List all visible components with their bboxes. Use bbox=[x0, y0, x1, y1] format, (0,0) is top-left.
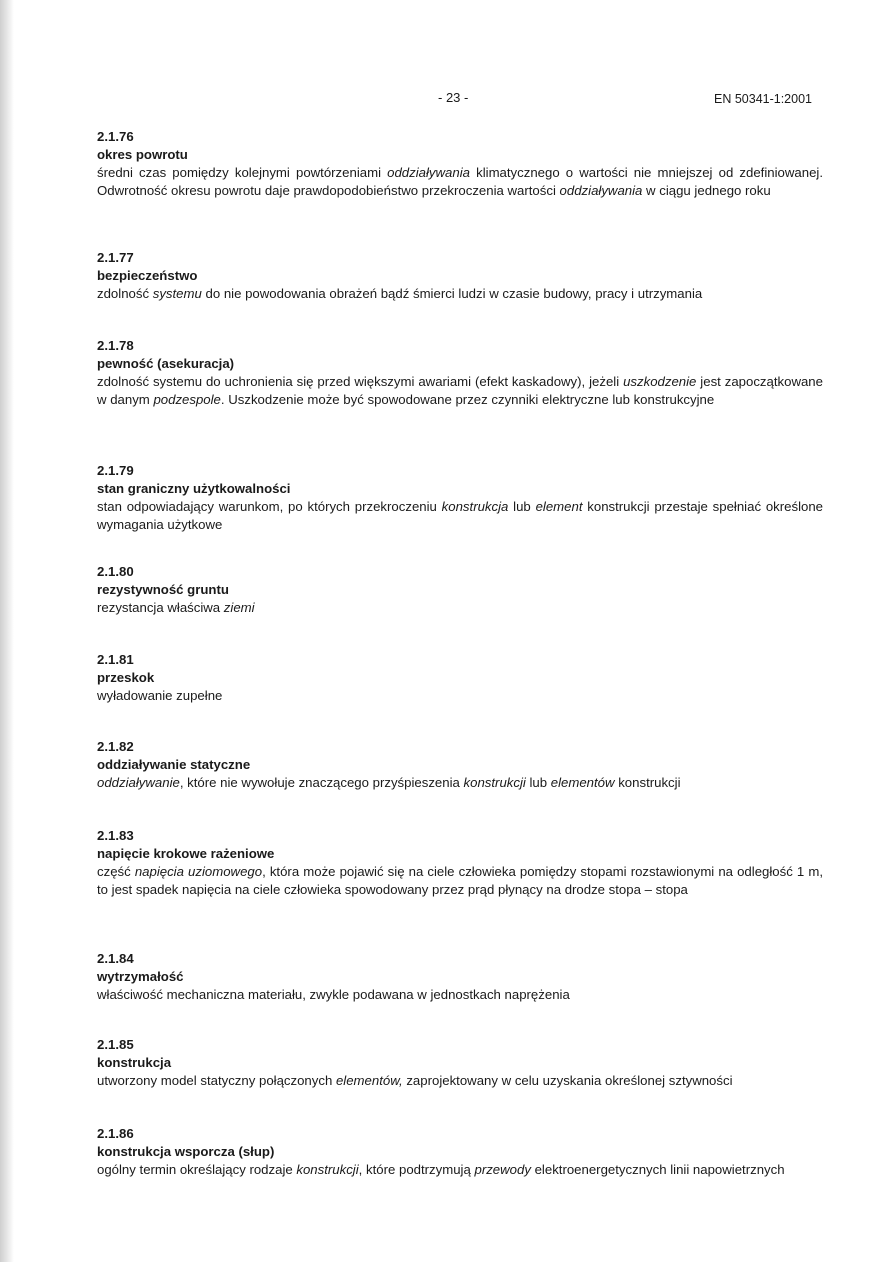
definition-text: wyładowanie zupełne bbox=[97, 688, 223, 703]
definition-text: konstrukcji bbox=[614, 775, 681, 790]
definition-entry bbox=[97, 1036, 823, 1090]
entry-term: rezystywność gruntu bbox=[97, 582, 229, 597]
italic-term: konstrukcji bbox=[463, 775, 526, 790]
entry-number: 2.1.78 bbox=[97, 338, 134, 353]
definition-text: ogólny termin określający rodzaje bbox=[97, 1162, 297, 1177]
entry-term: konstrukcja bbox=[97, 1055, 172, 1070]
italic-term: podzespole bbox=[153, 392, 221, 407]
definition-text: stan odpowiadający warunkom, po których przekroczeniu bbox=[97, 499, 442, 514]
entry-definition bbox=[97, 687, 823, 705]
entry-term: konstrukcja wsporcza (słup) bbox=[97, 1144, 275, 1159]
definition-entry bbox=[97, 651, 823, 705]
definition-entry bbox=[97, 827, 823, 899]
italic-term: konstrukcja bbox=[441, 499, 509, 514]
entry-definition bbox=[97, 373, 823, 409]
italic-term: przewody bbox=[474, 1162, 531, 1177]
definition-entry bbox=[97, 738, 823, 792]
definition-text: . Uszkodzenie może być spowodowane przez czynniki elektryczne lub konstrukcyjne bbox=[220, 392, 715, 407]
italic-term: konstrukcji bbox=[296, 1162, 359, 1177]
definition-text: lub bbox=[508, 499, 536, 514]
entry-definition bbox=[97, 599, 823, 617]
entry-number: 2.1.83 bbox=[97, 828, 134, 843]
entry-number: 2.1.77 bbox=[97, 250, 134, 265]
definition-entry bbox=[97, 1125, 823, 1179]
definition-text: lub bbox=[525, 775, 551, 790]
definition-text: elektroenergetycznych linii napowietrznych bbox=[530, 1162, 785, 1177]
definition-entry bbox=[97, 128, 823, 200]
entry-term: stan graniczny użytkowalności bbox=[97, 481, 291, 496]
definition-text: rezystancja właściwa bbox=[97, 600, 224, 615]
definition-text: klimatycznego o wartości nie mniejszej od zdefiniowanej. Odwrotność okresu powrotu daje prawdopodobieństwo przekroczenia wartości bbox=[97, 165, 823, 198]
entry-definition bbox=[97, 1072, 823, 1090]
entry-term: bezpieczeństwo bbox=[97, 268, 198, 283]
entry-term: okres powrotu bbox=[97, 147, 188, 162]
definition-text: , która może pojawić się na ciele człowieka pomiędzy stopami rozstawionymi na odległość 1 m, to jest spadek napięcia na ciele człowieka spowodowany przez prąd płynący na drodze stopa – stopa bbox=[97, 864, 823, 897]
definition-text: , które nie wywołuje znaczącego przyśpieszenia bbox=[179, 775, 464, 790]
entry-number: 2.1.86 bbox=[97, 1126, 134, 1141]
entry-number: 2.1.81 bbox=[97, 652, 134, 667]
definition-text: właściwość mechaniczna materiału, zwykle podawana w jednostkach naprężenia bbox=[97, 987, 570, 1002]
definition-text: średni czas pomiędzy kolejnymi powtórzeniami bbox=[97, 165, 388, 180]
page-number: - 23 - bbox=[438, 90, 469, 105]
definition-text: zdolność bbox=[97, 286, 153, 301]
italic-term: elementów, bbox=[335, 1073, 403, 1088]
definition-entry bbox=[97, 462, 823, 534]
definition-entry bbox=[97, 950, 823, 1004]
entry-number: 2.1.82 bbox=[97, 739, 134, 754]
entry-definition bbox=[97, 1161, 823, 1179]
italic-term: systemu bbox=[152, 286, 202, 301]
italic-term: uszkodzenie bbox=[623, 374, 697, 389]
italic-term: napięcia uziomowego bbox=[134, 864, 263, 879]
entry-definition bbox=[97, 774, 823, 792]
definition-text: utworzony model statyczny połączonych bbox=[97, 1073, 336, 1088]
entry-term: oddziaływanie statyczne bbox=[97, 757, 251, 772]
entry-number: 2.1.80 bbox=[97, 564, 134, 579]
entry-definition bbox=[97, 986, 823, 1004]
italic-term: elementów bbox=[550, 775, 615, 790]
definition-text: konstrukcji przestaje spełniać określone wymagania użytkowe bbox=[97, 499, 824, 532]
definition-text: w ciągu jednego roku bbox=[642, 183, 771, 198]
definition-text: zdolność systemu do uchronienia się przed większymi awariami (efekt kaskadowy), jeżeli bbox=[97, 374, 624, 389]
definition-entry bbox=[97, 337, 823, 409]
entry-definition bbox=[97, 498, 823, 534]
italic-term: ziemi bbox=[223, 600, 255, 615]
scan-edge-shadow bbox=[0, 0, 14, 1262]
definition-text: jest zapoczątkowane w danym bbox=[97, 374, 823, 407]
italic-term: oddziaływanie bbox=[97, 775, 180, 790]
entry-number: 2.1.76 bbox=[97, 129, 134, 144]
entry-definition bbox=[97, 285, 823, 303]
entry-number: 2.1.84 bbox=[97, 951, 134, 966]
definition-text: do nie powodowania obrażeń bądź śmierci ludzi w czasie budowy, pracy i utrzymania bbox=[201, 286, 703, 301]
entry-term: wytrzymałość bbox=[97, 969, 184, 984]
entry-number: 2.1.79 bbox=[97, 463, 134, 478]
definition-entry bbox=[97, 249, 823, 303]
italic-term: element bbox=[535, 499, 583, 514]
entry-term: przeskok bbox=[97, 670, 155, 685]
definition-text: , które podtrzymują bbox=[358, 1162, 475, 1177]
italic-term: oddziaływania bbox=[387, 165, 470, 180]
entry-term: pewność (asekuracja) bbox=[97, 356, 235, 371]
page-header bbox=[0, 90, 893, 110]
entry-definition bbox=[97, 863, 823, 899]
definition-text: część bbox=[97, 864, 135, 879]
standard-reference: EN 50341-1:2001 bbox=[714, 92, 812, 106]
italic-term: oddziaływania bbox=[559, 183, 643, 198]
entry-number: 2.1.85 bbox=[97, 1037, 134, 1052]
entry-term: napięcie krokowe rażeniowe bbox=[97, 846, 275, 861]
definition-entry bbox=[97, 563, 823, 617]
entry-definition bbox=[97, 164, 823, 200]
definition-text: zaprojektowany w celu uzyskania określonej sztywności bbox=[402, 1073, 733, 1088]
